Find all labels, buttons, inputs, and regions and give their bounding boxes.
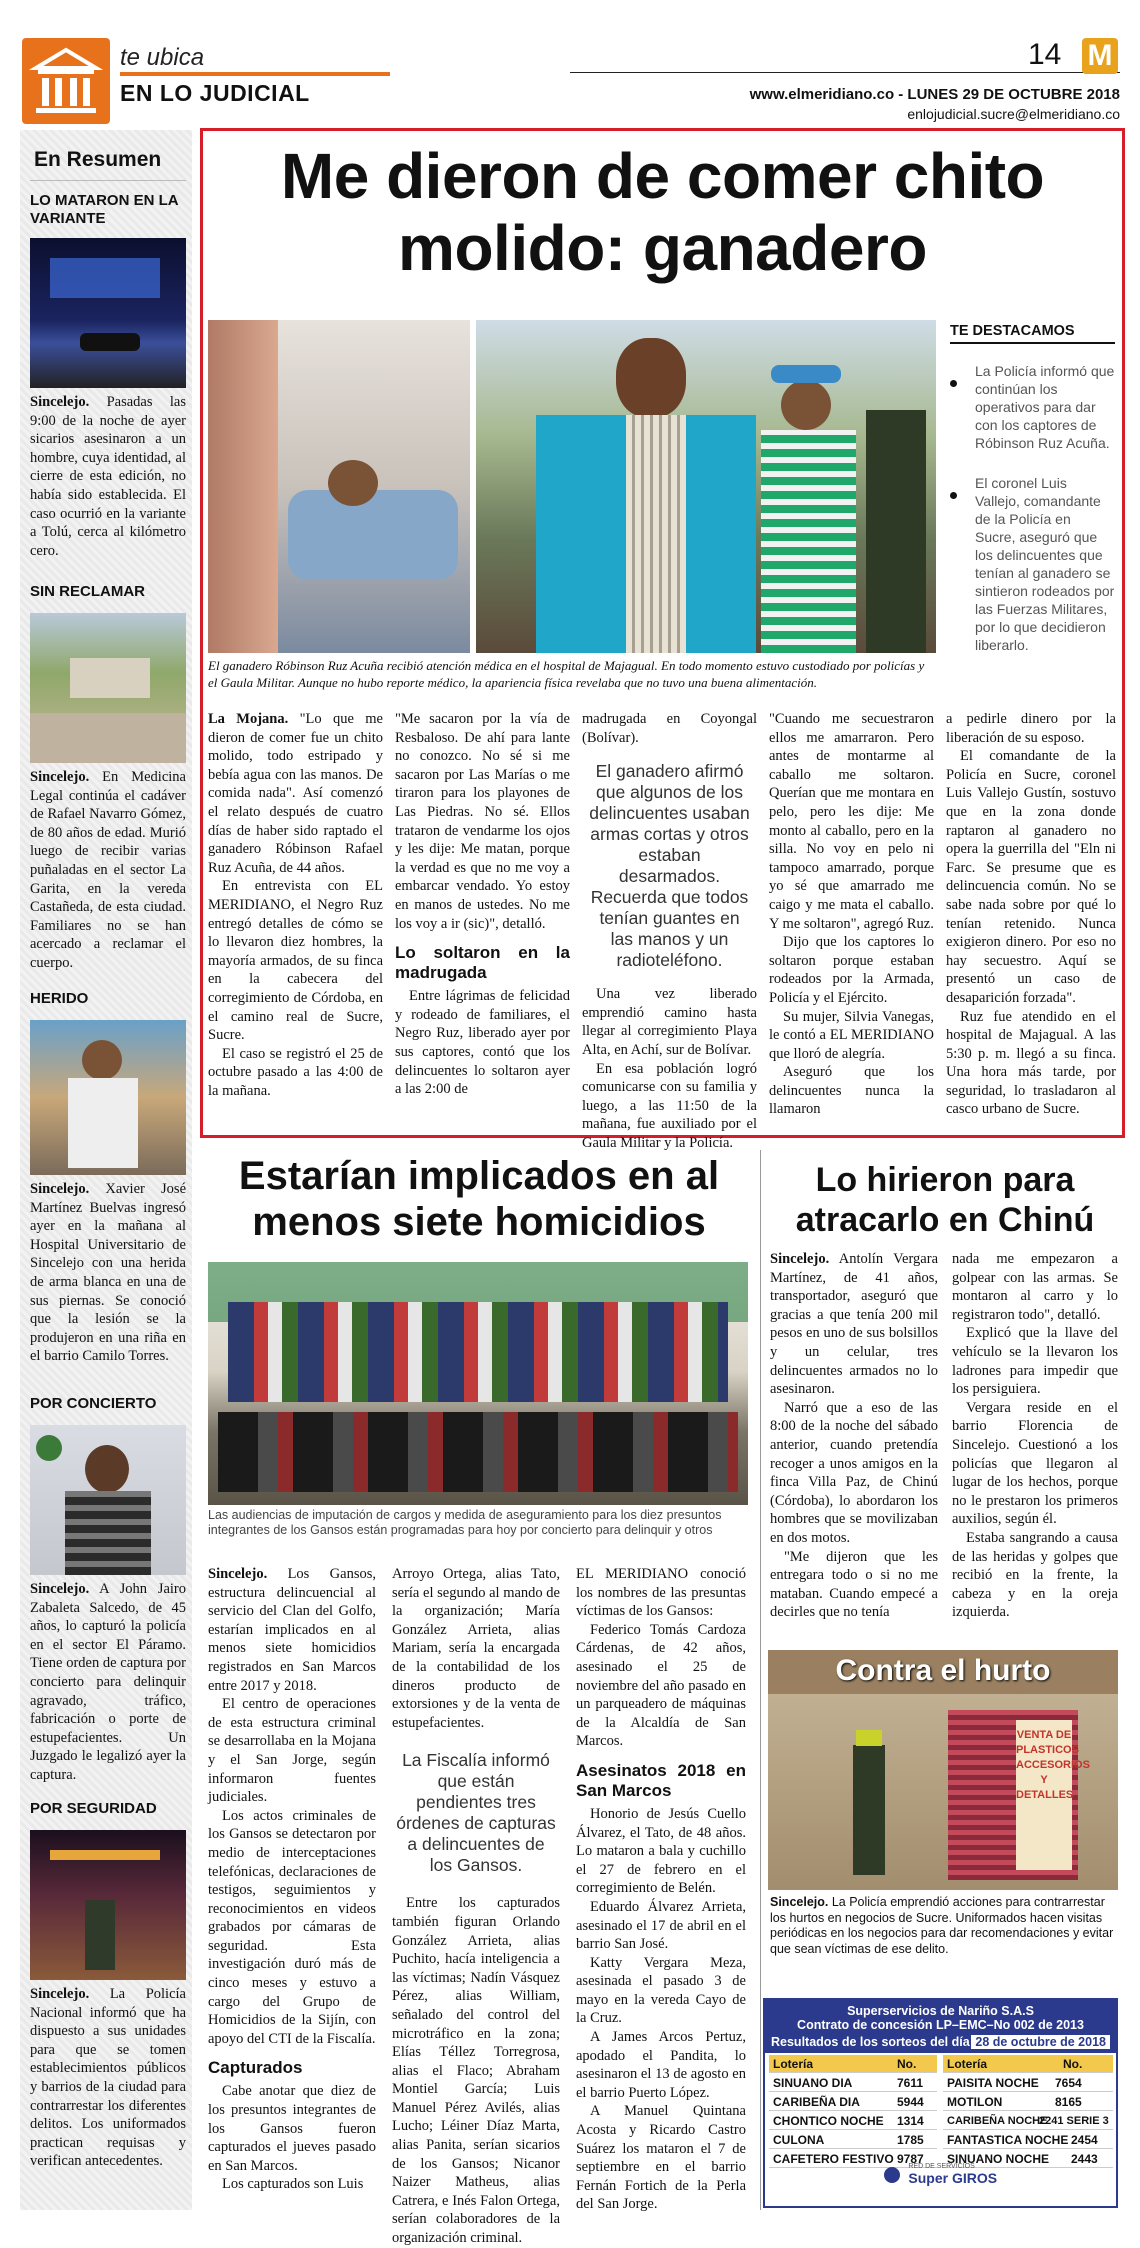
highlight-item: La Policía informó que continúan los operativos para dar con los captores de Róbinson Ruz Acuña.	[975, 363, 1115, 451]
paragraph: Los actos criminales de los Gansos se detectaron por medio de interceptaciones telefónicas, declaraciones de testigos, seguimientos y reconocimientos en videos grabados por cámaras de seguridad. Esta investigación duró más de cinco meses y estuvo a cargo del Grupo de Homicidios de la Sijín, con apoyo del CTI de la Fiscalía.	[208, 1807, 376, 2047]
paragraph: Estaba sangrando a causa de las heridas y golpes que recibió en la frente, la cabeza y en la oreja izquierda.	[952, 1529, 1118, 1621]
subheading: Lo soltaron en la madrugada	[395, 943, 570, 983]
paragraph: Cabe anotar que diez de los presuntos integrantes de los Gansos fueron capturados el jueves pasado en San Marcos.	[208, 2083, 376, 2174]
lottery-row	[769, 2074, 937, 2092]
sidebar-item-lead: Sincelejo.	[30, 394, 90, 410]
story2-photo-caption: Las audiencias de imputación de cargos y medida de aseguramiento para los diez presuntos integrantes de los Gansos están programadas para hoy por concierto para delinquir y otros	[208, 1508, 722, 1537]
paragraph: El centro de operaciones de esta estructura criminal se desarrollaba en la Mojana y el San Jorge, según informaron fuentes judiciales.	[208, 1696, 376, 1806]
lottery-name: CULONA	[773, 2133, 825, 2147]
story2-column-2	[392, 1565, 560, 2248]
paragraph: El caso se registró el 25 de octubre pasado a las 4:00 de la mañana.	[208, 1045, 383, 1099]
sidebar-item-body: La Policía Nacional informó que ha dispuesto a sus unidades para que se tomen establecimientos públicos y barrios de la ciudad para contrarrestar los diferentes delitos. Los uniformados practican requisas y verifican antecedentes.	[30, 1986, 186, 2170]
paragraph: Entre los capturados también figuran Orlando González Arrieta, alias Puchito, hacía inteligencia a las víctimas; Nadín Vásquez Pérez, alias William, señalado del control del microtráfico en la zona; Elías Téllez Torregrosa, alias el Flaco; Abraham Montiel García; Luis Manuel Pérez Avilés, alias Lucho; Léiner Díaz Marta, alias Panita, serían sicarios de los Gansos; Nicanor Naizer Matheus, alias Catrera, e Inés Falon Ortega, serían colaboradores de la organización criminal.	[392, 1895, 560, 2247]
main-story-column-2	[395, 710, 570, 1099]
lottery-name: CHONTICO NOCHE	[773, 2114, 884, 2128]
subheading: Capturados	[208, 2058, 303, 2078]
lottery-row	[769, 2131, 937, 2149]
paragraph: Ruz fue atendido en el hospital de Majagual. A las 5:30 p. m. llegó a su finca. Una hora más tarde, por seguridad, lo trasladaron al casco urbano de Sucre.	[946, 1008, 1116, 1118]
sidebar-item-body: Pasadas las 9:00 de la noche de ayer sicarios asesinaron a un hombre, cuya identidad, al cierre de esta edición, no había sido establecida. El caso ocurrió en la variante a Tolú, cerca al kilómetro cero.	[30, 394, 186, 559]
section-kicker: te ubica	[120, 44, 205, 71]
pull-quote: El ganadero afirmó que algunos de los delincuentes usaban armas cortas y otros estaban desarmados. Recuerda que todos tenían guantes en las manos y un radioteléfono.	[589, 761, 750, 971]
paragraph: "Cuando me secuestraron ellos me amarraron. Pero antes de montarme al caballo me soltaron. Querían que me montara en pelo, pero les dije: Me monto al caballo, pero en la silla. No voy en pelo ni tampoco amarrado, porque yo sé que amarrado me caigo y me mata el caballo. Y me soltaron", agregó Ruz.	[769, 711, 934, 932]
paragraph: Los capturados son Luis	[222, 2176, 364, 2193]
crime-prevention-caption	[770, 1895, 1118, 1957]
highlights-title: TE DESTACAMOS	[950, 323, 1075, 339]
lottery-table	[765, 2053, 1116, 2166]
sponsor-name: Super GIROS	[908, 2170, 998, 2186]
paragraph: Explicó que la llave del vehículo se la llevaron los ladrones para impedir que los persiguiera.	[952, 1325, 1118, 1398]
story3-column-1	[770, 1250, 938, 1622]
sidebar-item-heading: POR SEGURIDAD	[30, 1800, 157, 1817]
lottery-results-line	[765, 2032, 1116, 2053]
sidebar-photo-captured-man	[30, 1425, 186, 1575]
lottery-row	[943, 2131, 1113, 2149]
shop-sign: VENTA DE PLASTICOS ACCESORIOS Y DETALLES	[1016, 1720, 1072, 1870]
paragraph: Una vez liberado emprendió camino hasta llegar al corregimiento Playa Alta, en Achí, sur de Bolívar.	[582, 986, 757, 1058]
lottery-contract: Contrato de concesión LP–EMC–No 002 de 2013	[765, 2018, 1116, 2032]
lottery-name: CARIBEÑA DIA	[773, 2095, 860, 2109]
sidebar-item-lead: Sincelejo.	[30, 1581, 90, 1597]
sidebar-photo-injured-man	[30, 1020, 186, 1175]
caption-text: La Policía emprendió acciones para contrarrestar los hurtos en negocios de Sucre. Uniformados hacen visitas periódicas en los negocios para dar recomendaciones y evitar que sean víctimas de ese delito.	[770, 1895, 1114, 1956]
paragraph: Entre lágrimas de felicidad y rodeado de familiares, el Negro Ruz, liberado ayer por sus captores, contó que los delincuentes lo soltaron ayer a las 2:00 de	[395, 988, 570, 1098]
pull-quote: La Fiscalía informó que están pendientes tres órdenes de capturas a delincuentes de los Gansos.	[396, 1750, 556, 1876]
story2-photo-captured-group	[208, 1262, 748, 1505]
lottery-name: SINUANO NOCHE	[947, 2152, 1050, 2166]
column-divider	[760, 1150, 761, 2210]
lottery-header-row	[769, 2055, 937, 2073]
paragraph: Aseguró que los delincuentes nunca la llamaron	[769, 1064, 934, 1118]
sidebar-item-lead: Sincelejo.	[30, 1181, 90, 1197]
column-header: No.	[897, 2057, 917, 2071]
lottery-row	[943, 2093, 1113, 2111]
main-story-column-3	[582, 710, 757, 1153]
sidebar-photo-police-patrol	[30, 1830, 186, 1980]
sidebar-item-heading: HERIDO	[30, 990, 89, 1007]
sidebar-photo-street	[30, 613, 186, 763]
paragraph: Los Gansos, estructura delincuencial al servicio del Clan del Golfo, estarían implicados en al menos siete homicidios registrados en San Marcos entre 2017 y 2018.	[208, 1566, 376, 1694]
lottery-number: 9787	[897, 2152, 924, 2166]
sidebar-item-text	[30, 1180, 186, 1366]
sidebar-item-text	[30, 393, 186, 560]
bullet-icon	[950, 380, 957, 387]
paragraph: Vergara reside en el barrio Florencia de Sincelejo. Cuestionó a los policías que llegaron al lugar de los hechos, porque no le prestaron los primeros auxilios, según él.	[952, 1399, 1118, 1528]
lottery-name: SINUANO DIA	[773, 2076, 853, 2090]
story2-headline: Estarían implicados en al menos siete homicidios	[238, 1154, 720, 1244]
sidebar-item-text	[30, 768, 186, 973]
main-photo-hospital	[208, 320, 470, 653]
sidebar-item-heading: POR CONCIERTO	[30, 1395, 157, 1412]
main-story-column-4	[769, 710, 934, 1119]
main-story-column-1	[208, 710, 383, 1100]
site-date: www.elmeridiano.co - LUNES 29 DE OCTUBRE 2018	[749, 86, 1120, 103]
lottery-results-box	[763, 1998, 1118, 2208]
paragraph: "Lo que me dieron de comer fue un chito molido, todo estripado y bebía agua con las manos. De comida nada". Así comenzó el relato después de cuatro días de haber sido raptado el ganadero Róbinson Rafael Ruz Acuña, de 44 años.	[208, 711, 383, 876]
paragraph: madrugada en Coyongal (Bolívar).	[582, 711, 757, 746]
story3-column-2	[952, 1250, 1118, 1622]
lottery-number: 7611	[897, 2076, 924, 2090]
main-photo-caption: El ganadero Róbinson Ruz Acuña recibió atención médica en el hospital de Majagual. En todo momento estuvo custodiado por policías y el Gaula Militar. Aunque no hubo reporte médico, la apariencia física revelaba que no tuvo una buena alimentación.	[208, 658, 925, 690]
section-logo-icon	[22, 38, 110, 124]
lottery-name: CARIBEÑA NOCHE	[947, 2115, 1048, 2127]
paragraph: a pedirle dinero por la liberación de su esposo.	[946, 711, 1116, 746]
lottery-number: 7654	[1055, 2076, 1082, 2090]
section-email: enlojudicial.sucre@elmeridiano.co	[907, 106, 1120, 122]
site-date-line	[600, 86, 1120, 103]
sidebar-rule	[30, 180, 186, 181]
header-accent-rule	[120, 72, 390, 76]
paragraph: En entrevista con EL MERIDIANO, el Negro Ruz entregó detalles de cómo se lo llevaron diez hombres, la mayoría armados, de su finca en la cabecera del corregimiento de Córdoba, en el camino real de Sucre, Sucre.	[208, 878, 383, 1044]
paragraph: A Manuel Quintana Acosta y Ricardo Castro Suárez los mataron el 7 de septiembre en el barrio Fernán Fortich de la Perla del San Jorge.	[576, 2103, 746, 2213]
paragraph: En esa población logró comunicarse con su familia y luego, a las 11:50 de la mañana, fue auxiliado por el Gaula Militar y la Policía.	[582, 1060, 757, 1151]
sidebar-item-body: En Medicina Legal continúa el cadáver de Rafael Navarro Gómez, de 80 años de edad. Murió luego de recibir varias puñaladas en el sector La Garita, en la vereda Castañeda, de esta ciudad. Familiares no se han acercado a reclamar el cuerpo.	[30, 769, 186, 971]
sidebar-item-lead: Sincelejo.	[30, 1986, 90, 2002]
paragraph: Honorio de Jesús Cuello Álvarez, el Tato, de 48 años. Lo mataron a bala y cuchillo el 27 de febrero en el corregimiento de Belén.	[576, 1805, 746, 1897]
bullet-icon	[950, 492, 957, 499]
column-header: Lotería	[773, 2057, 814, 2071]
lottery-name: MOTILON	[947, 2095, 1003, 2109]
main-headline: Me dieron de comer chito molido: ganadero	[280, 140, 1045, 284]
lottery-header-row	[943, 2055, 1113, 2073]
paragraph: "Me dijeron que les entregara todo o si no me mataban. Cuando empecé a decirles que no tenía	[770, 1548, 938, 1621]
story3-headline: Lo hirieron para atracarlo en Chinú	[795, 1161, 1095, 1239]
paragraph: Narró que a eso de las 8:00 de la noche del sábado anterior, cuando pretendía recoger a unos amigos en la finca Villa Paz, de Chinú (Córdoba), lo abordaron los hombres que se movilizaban en dos motos.	[770, 1399, 938, 1546]
lottery-date: 28 de octubre de 2018	[971, 2035, 1110, 2049]
main-photo-rancher-rescued	[476, 320, 936, 653]
lottery-name: CAFETERO FESTIVO	[773, 2152, 894, 2166]
dateline: Sincelejo.	[208, 1566, 268, 1582]
lottery-row	[769, 2112, 937, 2130]
sidebar-item-body: Xavier José Martínez Buelvas ingresó ayer en la mañana al Hospital Universitario de Sincelejo con una herida de arma blanca en una de sus piernas. Se conoció que la lesión se la produjeron en una riña en el barrio Camilo Torres.	[30, 1181, 186, 1365]
sponsor-tagline: RED DE SERVICIOS	[908, 2163, 975, 2170]
paragraph: Su mujer, Silvia Vanegas, le contó a EL MERIDIANO que lloró de alegría.	[769, 1008, 934, 1062]
sidebar-item-heading: LO MATARON EN LA VARIANTE	[30, 192, 179, 227]
highlight-item: El coronel Luis Vallejo, comandante de la Policía en Sucre, aseguró que los delincuentes que tenían al ganadero se sintieron rodeados por las Fuerzas Militares, por lo que decidieron liberarlo.	[975, 475, 1115, 653]
paragraph: "Me sacaron por la vía de Resbaloso. De ahí para lante no conozco. No sé si me sacaron por Las Marías o me tiraron para los playones de Las Piedras. No sé. Ellos trataron de vendarme los ojos y les dije: Me matan, porque la verdad es que no me voy a embarcar vendado. Yo estoy en manos de ustedes. No me los voy a ir (sic)", detalló.	[395, 711, 570, 932]
sidebar-item-body: A John Jairo Zabaleta Salcedo, de 45 años, lo capturó la policía en el sector El Páramo. Tiene orden de captura por concierto para delinquir agravado, tráfico, fabricación o porte de estupefacientes. Un Juzgado le legalizó ayer la captura.	[30, 1581, 186, 1783]
sidebar-item-text	[30, 1985, 186, 2171]
lottery-name: PAISITA NOCHE	[947, 2076, 1039, 2090]
highlights-rule	[950, 342, 1115, 344]
paragraph: nada me empezaron a golpear con las armas. Se montaron al carro y lo registraron todo", detalló.	[952, 1251, 1118, 1323]
header-rule	[570, 72, 1120, 73]
paragraph: Federico Tomás Cardoza Cárdenas, de 42 años, asesinado el 25 de noviembre del año pasado en un parqueadero de máquinas de la Alcaldía de San Marcos.	[576, 1621, 746, 1750]
page-number: 14	[1028, 38, 1062, 71]
column-header: No.	[1063, 2057, 1083, 2071]
crime-prevention-photo	[768, 1650, 1118, 1890]
paragraph: Katty Vergara Meza, asesinada el pasado 3 de mayo en la vereda Cayo de la Cruz.	[576, 1954, 746, 2027]
column-header: Lotería	[947, 2057, 988, 2071]
main-story-column-5	[946, 710, 1116, 1119]
paragraph: Dijo que los captores lo soltaron porque estaban rodeados por la Armada, Policía y el Ejército.	[769, 934, 934, 1006]
sidebar-title: En Resumen	[34, 148, 162, 171]
paragraph: El comandante de la Policía en Sucre, coronel Luis Vallejo Gustín, sostuvo que en la zona donde raptaron al ganadero no opera la guerrilla del "Eln ni Farc. Se presume que es delincuencia común. No se sabe nada sobre por qué lo tenían retenido. Nunca exigieron dinero. Por eso no hay secuestro. Aquí se presentó un caso de desaparición forzada".	[946, 748, 1116, 1006]
lottery-number: 2443	[1071, 2152, 1098, 2166]
sidebar-photo-night-scene	[30, 238, 186, 388]
lottery-sponsor	[765, 2163, 1116, 2193]
dateline: La Mojana.	[208, 711, 289, 727]
section-title: EN LO JUDICIAL	[120, 80, 310, 106]
lottery-row	[769, 2093, 937, 2111]
subheading: Asesinatos 2018 en San Marcos	[576, 1760, 746, 1800]
lottery-number: 8165	[1055, 2095, 1082, 2109]
story2-column-1	[208, 1565, 376, 2194]
dateline: Sincelejo.	[770, 1895, 829, 1909]
lottery-number: 1314	[897, 2114, 924, 2128]
lottery-number: 5944	[897, 2095, 924, 2109]
paragraph: A James Arcos Pertuz, apodado el Pandita, lo asesinaron el 13 de agosto en el barrio Puerto López.	[576, 2029, 746, 2101]
lottery-results-label: Resultados de los sorteos del día	[771, 2035, 970, 2049]
lottery-operator: Superservicios de Nariño S.A.S	[765, 2000, 1116, 2018]
dateline: Sincelejo.	[770, 1251, 830, 1267]
story2-column-3	[576, 1565, 746, 2214]
lottery-number: 2454	[1071, 2133, 1098, 2147]
paragraph: Arroyo Ortega, alias Tato, sería el segundo al mando de la organización; María González Arrieta, alias Mariam, sería la encargada de la contabilidad de los dineros producto de extorsiones y de la venta de estupefacientes.	[392, 1566, 560, 1731]
brand-logo: M	[1082, 38, 1118, 74]
sidebar-item-text	[30, 1580, 186, 1785]
lottery-number: 2241 SERIE 3	[1039, 2115, 1109, 2127]
lottery-row	[943, 2112, 1113, 2130]
sidebar-item-heading: SIN RECLAMAR	[30, 583, 145, 600]
sidebar-item-lead: Sincelejo.	[30, 769, 90, 785]
paragraph: Antolín Vergara Martínez, de 41 años, transportador, aseguró que gracias a que tenía 200 mil pesos en uno de sus bolsillos y un celular, tres delincuentes armados no lo asesinaron.	[770, 1251, 938, 1398]
supergiros-logo-icon	[884, 2167, 900, 2183]
lottery-row	[943, 2074, 1113, 2092]
lottery-name: FANTASTICA NOCHE	[947, 2133, 1069, 2147]
photo-title-overlay: Contra el hurto	[835, 1654, 1051, 1687]
lottery-number: 1785	[897, 2133, 924, 2147]
paragraph: EL MERIDIANO conoció los nombres de las presuntas víctimas de los Gansos:	[576, 1566, 746, 1620]
paragraph: Eduardo Álvarez Arrieta, asesinado el 17 de abril en el barrio San José.	[576, 1898, 746, 1953]
